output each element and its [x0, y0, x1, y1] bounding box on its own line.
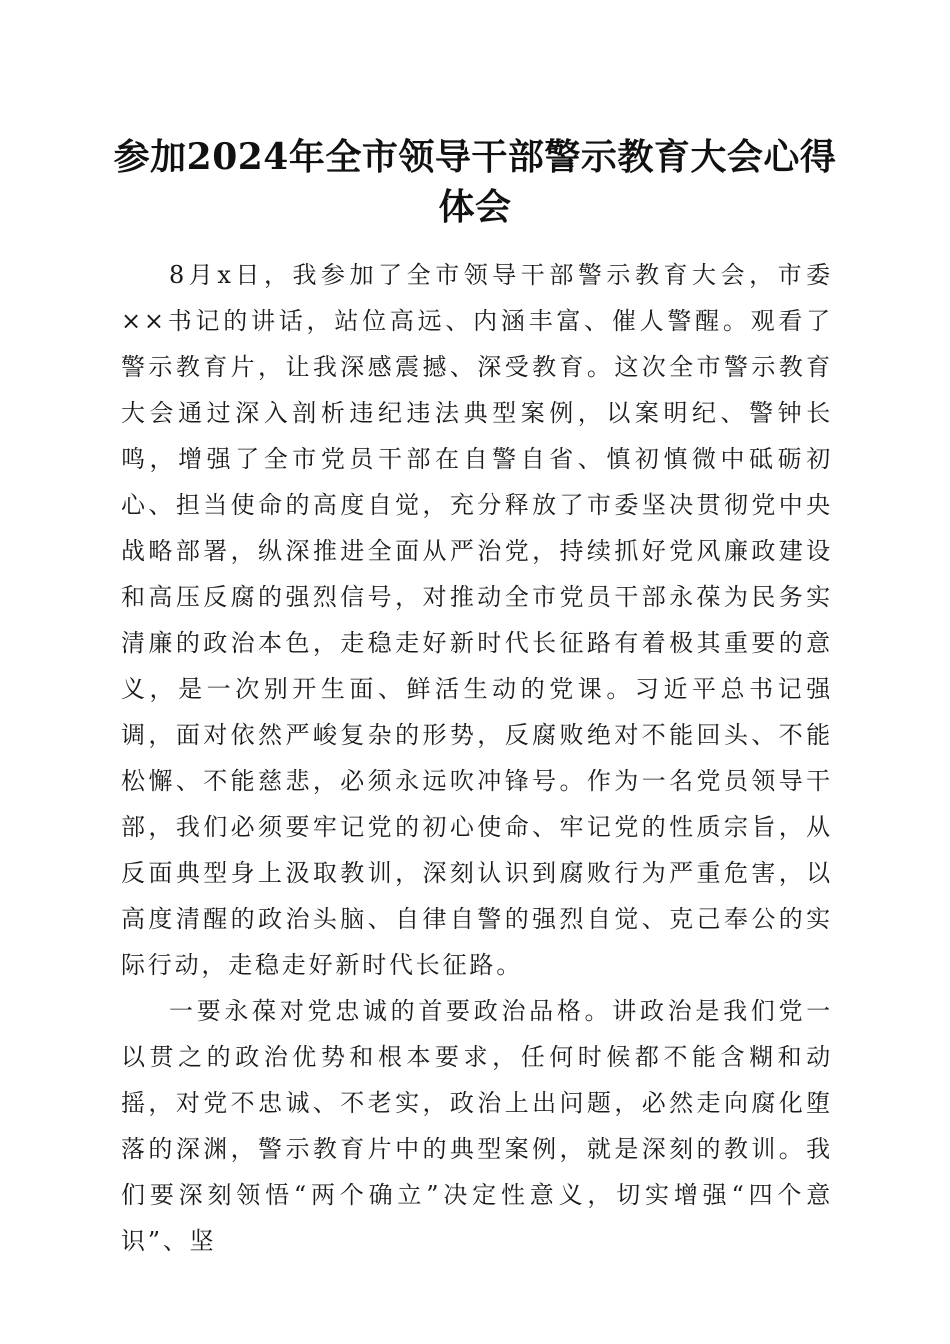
document-body — [121, 252, 833, 1264]
paragraph: 8月x日，我参加了全市领导干部警示教育大会，市委××书记的讲话，站位高远、内涵丰富、催人警醒。观看了警示教育片，让我深感震撼、深受教育。这次全市警示教育大会通过深入剖析违纪违法典型案例，以案明纪、警钟长鸣，增强了全市党员干部在自警自省、慎初慎微中砥砺初心、担当使命的高度自觉，充分释放了市委坚决贯彻党中央战略部署，纵深推进全面从严治党，持续抓好党风廉政建设和高压反腐的强烈信号，对推动全市党员干部永葆为民务实清廉的政治本色，走稳走好新时代长征路有着极其重要的意义，是一次别开生面、鲜活生动的党课。习近平总书记强调，面对依然严峻复杂的形势，反腐败绝对不能回头、不能松懈、不能慈悲，必须永远吹冲锋号。作为一名党员领导干部，我们必须要牢记党的初心使命、牢记党的性质宗旨，从反面典型身上汲取教训，深刻认识到腐败行为严重危害，以高度清醒的政治头脑、自律自警的强烈自觉、克己奉公的实际行动，走稳走好新时代长征路。 — [121, 261, 833, 979]
document-title: 参加2024年全市领导干部警示教育大会心得体会 — [113, 136, 837, 228]
paragraph: 一要永葆对党忠诚的首要政治品格。讲政治是我们党一以贯之的政治优势和根本要求，任何时候都不能含糊和动摇，对党不忠诚、不老实，政治上出问题，必然走向腐化堕落的深渊，警示教育片中的典型案例，就是深刻的教训。我们要深刻领悟“两个确立”决定性意义，切实增强“四个意识”、坚 — [121, 997, 833, 1255]
